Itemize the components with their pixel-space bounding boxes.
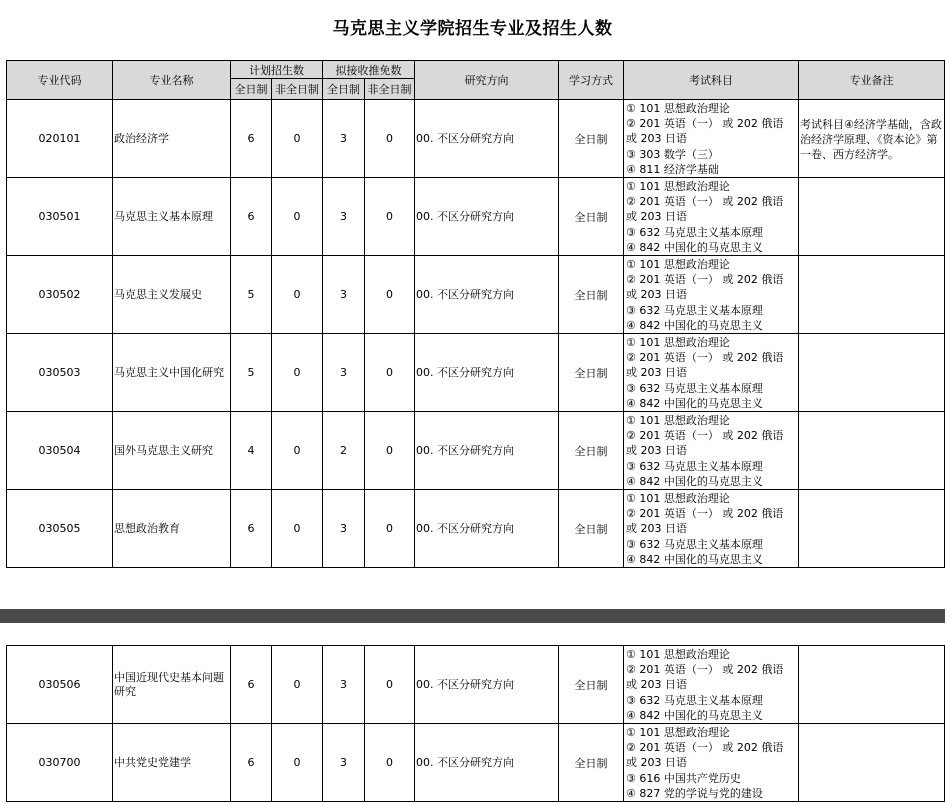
exam-subject-item: ② 201 英语（一） 或 202 俄语 或 203 日语 (626, 741, 784, 770)
research-direction: 00. 不区分研究方向 (415, 646, 559, 724)
header-plan-full: 全日制 (231, 79, 272, 100)
research-direction: 00. 不区分研究方向 (415, 100, 559, 178)
study-mode: 全日制 (559, 412, 624, 490)
exempt-fulltime: 3 (323, 334, 365, 412)
exam-subject-item: ② 201 英语（一） 或 202 俄语 或 203 日语 (626, 351, 784, 380)
major-code: 030503 (7, 334, 113, 412)
exempt-parttime: 0 (365, 412, 415, 490)
table-row (7, 100, 945, 178)
exam-subject-item: ② 201 英语（一） 或 202 俄语 或 203 日语 (626, 507, 784, 536)
plan-fulltime: 6 (231, 178, 272, 256)
exam-subjects (624, 100, 799, 178)
exam-subject-item: ① 101 思想政治理论 (626, 102, 730, 115)
exam-subject-item: ③ 632 马克思主义基本原理 (626, 381, 763, 395)
exam-subject-item: ③ 632 马克思主义基本原理 (626, 693, 763, 707)
exam-subject-item: ① 101 思想政治理论 (626, 258, 730, 272)
study-mode: 全日制 (559, 334, 624, 412)
exam-subject-item: ② 201 英语（一） 或 202 俄语 或 203 日语 (626, 195, 784, 224)
exam-subject-item: ④ 842 中国化的马克思主义 (626, 318, 763, 332)
major-code: 030700 (7, 724, 113, 802)
exempt-fulltime: 3 (323, 724, 365, 802)
table-row (7, 646, 945, 724)
plan-fulltime: 6 (231, 490, 272, 568)
exam-subject-item: ③ 632 马克思主义基本原理 (626, 303, 763, 317)
major-name: 思想政治教育 (113, 490, 231, 568)
exam-subject-item: ② 201 英语（一） 或 202 俄语 或 203 日语 (626, 273, 784, 302)
header-exempt-nonfull: 非全日制 (365, 79, 415, 100)
plan-parttime: 0 (272, 412, 323, 490)
exam-subject-item: ③ 632 马克思主义基本原理 (626, 459, 763, 473)
exam-subject-item: ① 101 思想政治理论 (626, 414, 730, 428)
exempt-parttime: 0 (365, 256, 415, 334)
exam-subjects (624, 724, 799, 802)
exam-subjects (624, 178, 799, 256)
table-row (7, 724, 945, 802)
exempt-parttime: 0 (365, 646, 415, 724)
exempt-fulltime: 3 (323, 100, 365, 178)
research-direction: 00. 不区分研究方向 (415, 412, 559, 490)
exam-subject-item: ④ 827 党的学说与党的建设 (626, 786, 763, 800)
exam-subject-item: ④ 811 经济学基础 (626, 162, 719, 176)
plan-fulltime: 5 (231, 256, 272, 334)
header-plan-nonfull: 非全日制 (272, 79, 323, 100)
exam-subject-item: ④ 842 中国化的马克思主义 (626, 240, 763, 254)
major-name: 马克思主义中国化研究 (113, 334, 231, 412)
admissions-table-continued (6, 645, 945, 802)
major-code: 030506 (7, 646, 113, 724)
major-name: 中国近现代史基本问题研究 (113, 646, 231, 724)
exam-subject-item: ① 101 思想政治理论 (626, 492, 730, 506)
study-mode: 全日制 (559, 724, 624, 802)
study-mode: 全日制 (559, 490, 624, 568)
exam-subject-item: ④ 842 中国化的马克思主义 (626, 552, 763, 566)
major-note: 考试科目④经济学基础，含政治经济学原理、《资本论》第一卷、西方经济学。 (799, 100, 945, 178)
study-mode: 全日制 (559, 646, 624, 724)
plan-parttime: 0 (272, 490, 323, 568)
exempt-parttime: 0 (365, 178, 415, 256)
plan-parttime: 0 (272, 646, 323, 724)
header-plan: 计划招生数 (231, 61, 323, 79)
table-row (7, 490, 945, 568)
study-mode: 全日制 (559, 178, 624, 256)
table-row (7, 178, 945, 256)
major-name: 国外马克思主义研究 (113, 412, 231, 490)
exam-subject-item: ③ 632 马克思主义基本原理 (626, 537, 763, 551)
exam-subject-item: ④ 842 中国化的马克思主义 (626, 396, 763, 410)
table-row (7, 256, 945, 334)
exam-subject-item: ③ 632 马克思主义基本原理 (626, 225, 763, 239)
major-code: 030502 (7, 256, 113, 334)
major-note (799, 178, 945, 256)
plan-fulltime: 6 (231, 724, 272, 802)
major-name: 政治经济学 (113, 100, 231, 178)
plan-fulltime: 4 (231, 412, 272, 490)
exempt-fulltime: 2 (323, 412, 365, 490)
major-code: 030504 (7, 412, 113, 490)
research-direction: 00. 不区分研究方向 (415, 334, 559, 412)
exempt-parttime: 0 (365, 100, 415, 178)
major-note (799, 724, 945, 802)
major-name: 中共党史党建学 (113, 724, 231, 802)
exempt-fulltime: 3 (323, 178, 365, 256)
major-code: 030505 (7, 490, 113, 568)
plan-parttime: 0 (272, 334, 323, 412)
exempt-fulltime: 3 (323, 490, 365, 568)
header-name: 专业名称 (113, 61, 231, 100)
plan-parttime: 0 (272, 724, 323, 802)
exam-subjects (624, 334, 799, 412)
exempt-fulltime: 3 (323, 256, 365, 334)
header-exempt: 拟接收推免数 (323, 61, 415, 79)
exam-subject-item: ③ 303 数学（三） (626, 147, 719, 161)
major-code: 030501 (7, 178, 113, 256)
exam-subject-item: ① 101 思想政治理论 (626, 648, 730, 661)
exam-subjects (624, 412, 799, 490)
admissions-table (6, 60, 945, 568)
exam-subjects (624, 490, 799, 568)
plan-parttime: 0 (272, 256, 323, 334)
exempt-parttime: 0 (365, 724, 415, 802)
major-note (799, 490, 945, 568)
exam-subject-item: ④ 842 中国化的马克思主义 (626, 708, 763, 722)
exam-subject-item: ① 101 思想政治理论 (626, 180, 730, 194)
plan-parttime: 0 (272, 178, 323, 256)
exam-subjects (624, 646, 799, 724)
plan-fulltime: 6 (231, 646, 272, 724)
major-name: 马克思主义发展史 (113, 256, 231, 334)
exam-subject-item: ④ 842 中国化的马克思主义 (626, 474, 763, 488)
page-break-divider (0, 609, 945, 623)
major-code: 020101 (7, 100, 113, 178)
plan-fulltime: 5 (231, 334, 272, 412)
exam-subject-item: ③ 616 中国共产党历史 (626, 771, 741, 785)
research-direction: 00. 不区分研究方向 (415, 256, 559, 334)
exam-subject-item: ① 101 思想政治理论 (626, 336, 730, 350)
major-note (799, 412, 945, 490)
header-mode: 学习方式 (559, 61, 624, 100)
exempt-parttime: 0 (365, 490, 415, 568)
header-direction: 研究方向 (415, 61, 559, 100)
exam-subjects (624, 256, 799, 334)
header-exam: 考试科目 (624, 61, 799, 100)
research-direction: 00. 不区分研究方向 (415, 490, 559, 568)
major-note (799, 646, 945, 724)
plan-parttime: 0 (272, 100, 323, 178)
major-note (799, 334, 945, 412)
exam-subject-item: ① 101 思想政治理论 (626, 726, 730, 740)
header-code: 专业代码 (7, 61, 113, 100)
header-note: 专业备注 (799, 61, 945, 100)
research-direction: 00. 不区分研究方向 (415, 178, 559, 256)
exam-subject-item: ② 201 英语（一） 或 202 俄语 或 203 日语 (626, 429, 784, 458)
major-name: 马克思主义基本原理 (113, 178, 231, 256)
exam-subject-item: ② 201 英语（一） 或 202 俄语 或 203 日语 (626, 663, 784, 692)
table-row (7, 412, 945, 490)
major-note (799, 256, 945, 334)
research-direction: 00. 不区分研究方向 (415, 724, 559, 802)
table-row (7, 334, 945, 412)
exempt-fulltime: 3 (323, 646, 365, 724)
exam-subject-item: ② 201 英语（一） 或 202 俄语 或 203 日语 (626, 117, 784, 146)
exempt-parttime: 0 (365, 334, 415, 412)
header-exempt-full: 全日制 (323, 79, 365, 100)
study-mode: 全日制 (559, 100, 624, 178)
plan-fulltime: 6 (231, 100, 272, 178)
study-mode: 全日制 (559, 256, 624, 334)
page-title: 马克思主义学院招生专业及招生人数 (332, 19, 613, 39)
